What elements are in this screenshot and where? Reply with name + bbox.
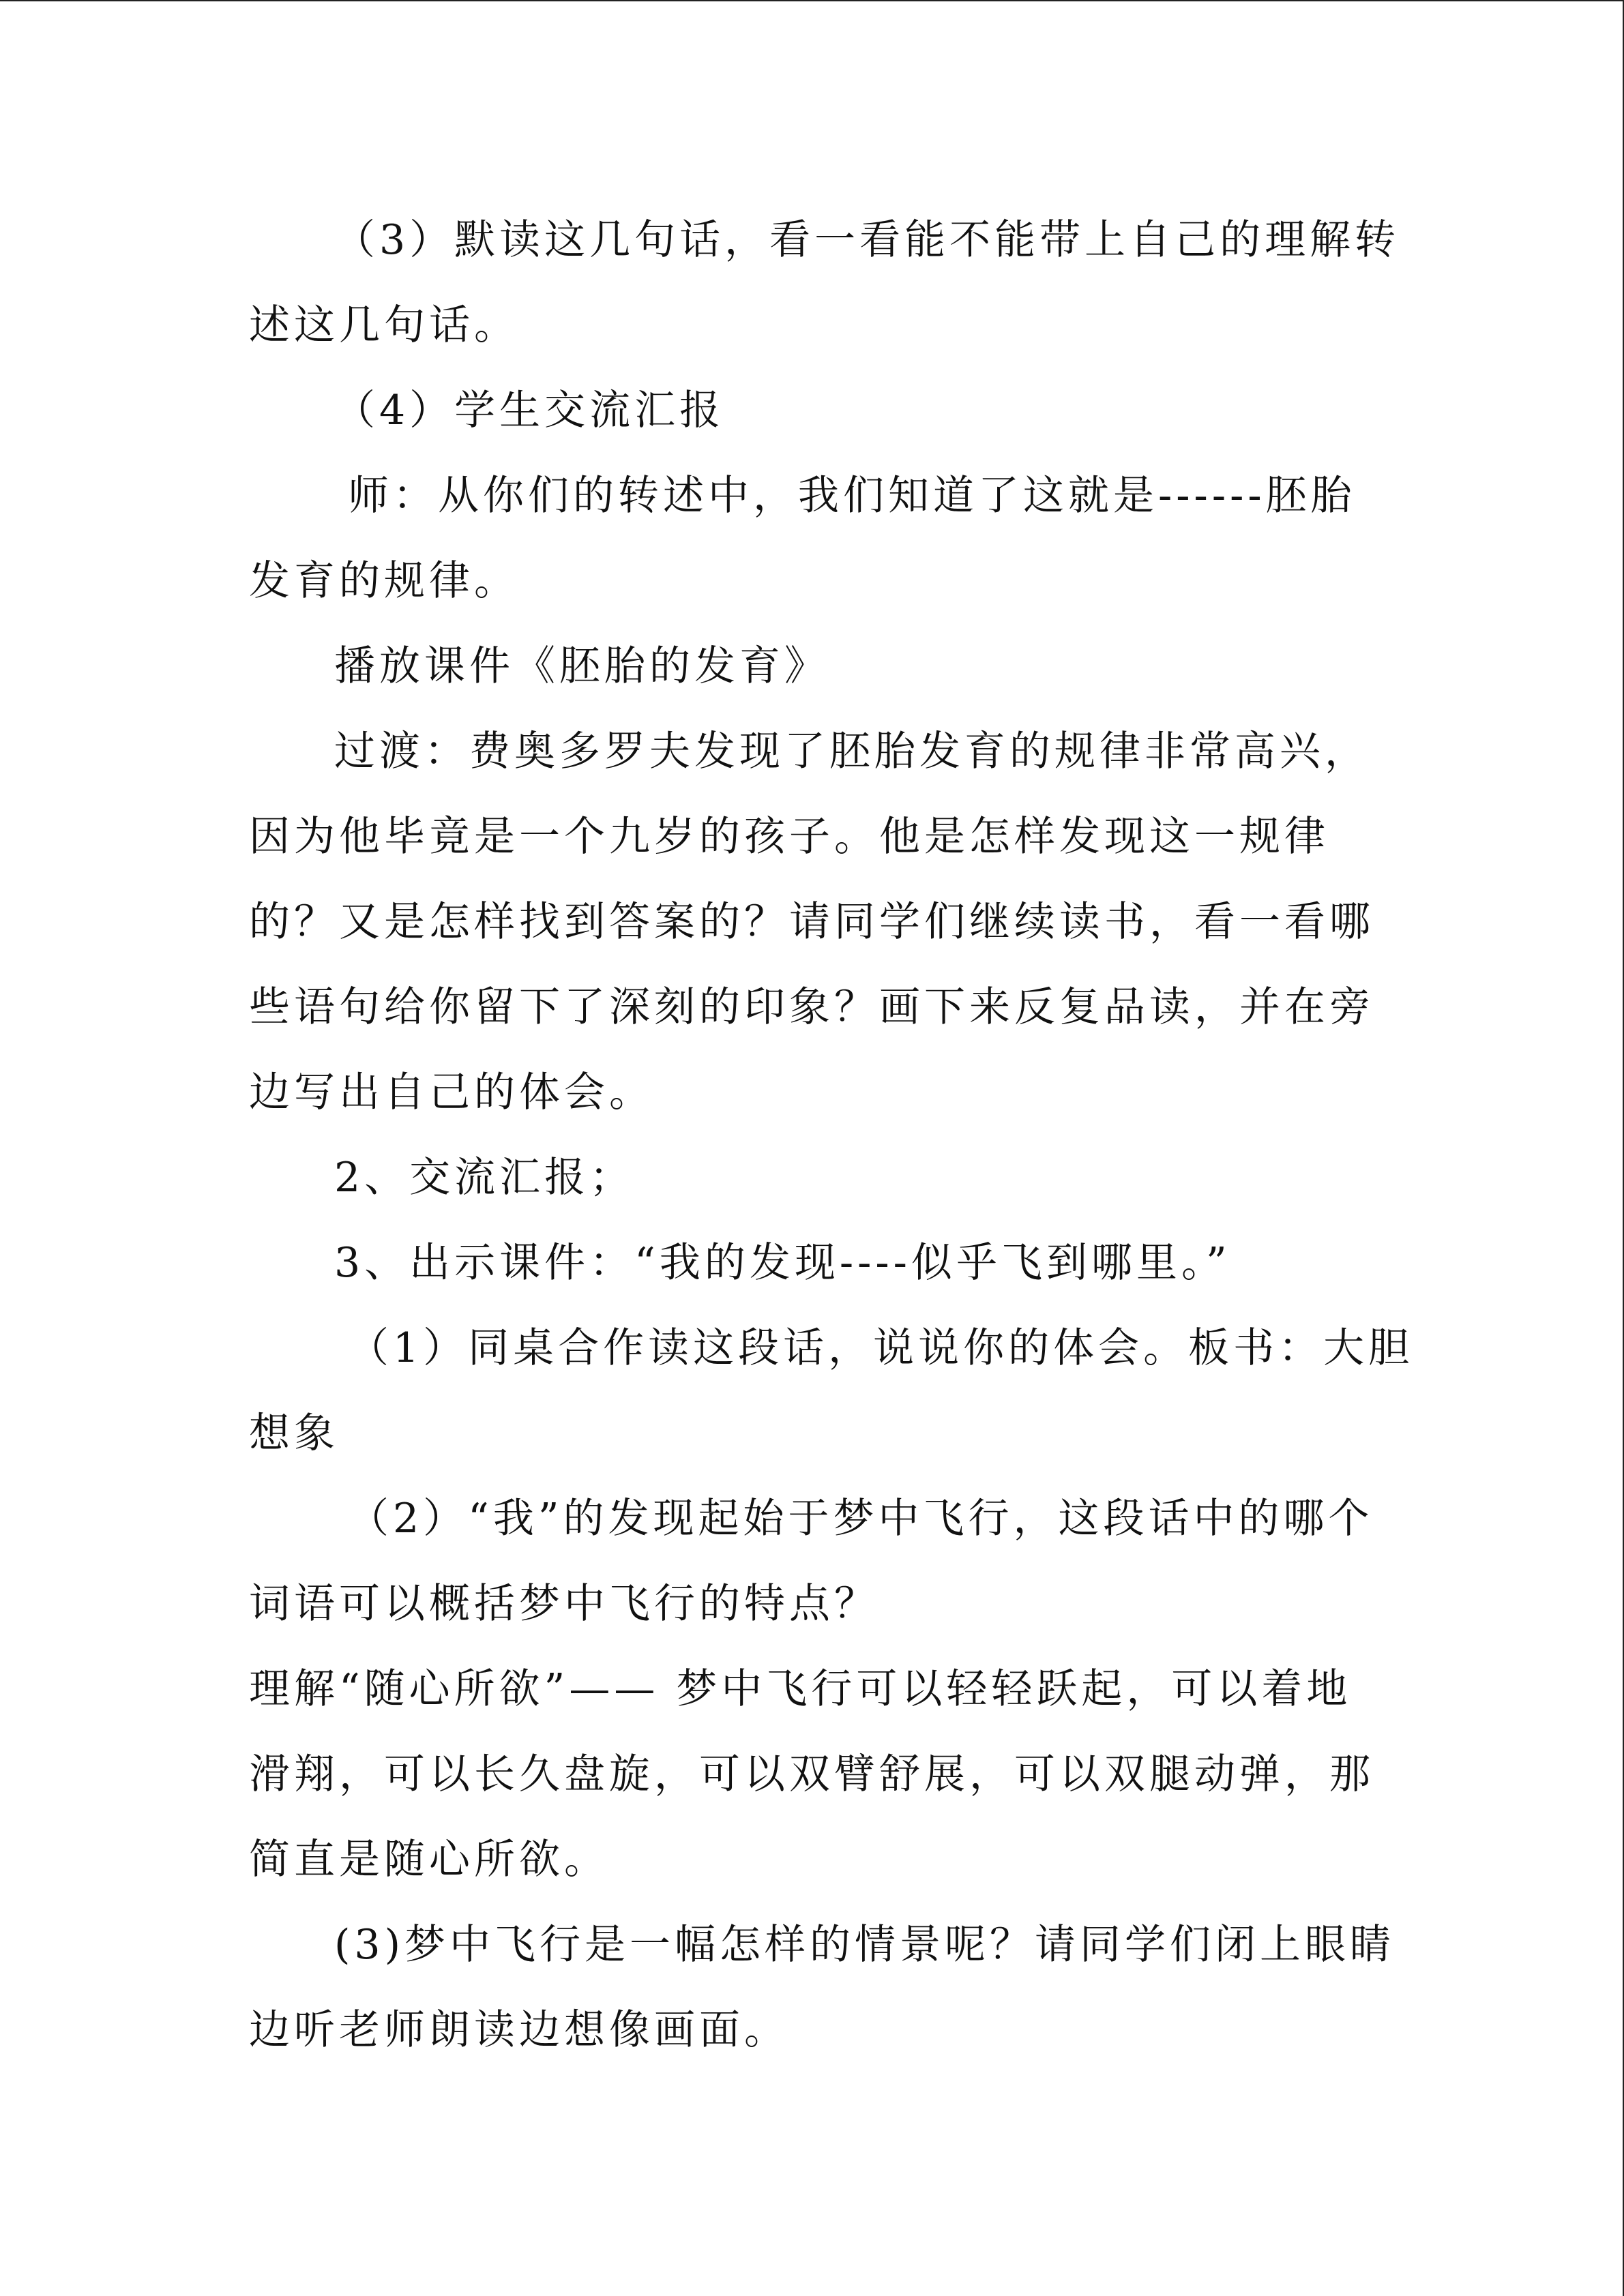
text-line: （1）同桌合作读这段话，说说你的体会。板书：大胆 [348, 1324, 1414, 1372]
text-line: （3）默读这几句话，看一看能不能带上自己的理解转 [334, 216, 1400, 264]
text-line: 边写出自己的体会。 [249, 1069, 654, 1116]
text-line: 发育的规律。 [249, 557, 519, 605]
text-line: 词语可以概括梦中飞行的特点？ [249, 1580, 879, 1628]
text-line: 滑翔，可以长久盘旋，可以双臂舒展，可以双腿动弹，那 [249, 1750, 1374, 1798]
text-line: 播放课件《胚胎的发育》 [334, 642, 829, 690]
text-line: 2、交流汇报； [334, 1154, 635, 1202]
text-line: 的？又是怎样找到答案的？请同学们继续读书，看一看哪 [249, 898, 1374, 946]
text-line: 述这几句话。 [249, 301, 519, 349]
text-line: 简直是随心所欲。 [249, 1836, 609, 1883]
text-line: 些语句给你留下了深刻的印象？画下来反复品读，并在旁 [249, 983, 1374, 1031]
text-line: （4）学生交流汇报 [334, 387, 725, 434]
text-line: 师：从你们的转述中，我们知道了这就是------胚胎 [348, 472, 1356, 520]
text-line: 边听老师朗读边想像画面。 [249, 2006, 789, 2054]
text-line: 3、出示课件：“我的发现----似乎飞到哪里。” [334, 1239, 1231, 1287]
text-line: 理解“随心所欲”—— 梦中飞行可以轻轻跃起，可以着地 [249, 1665, 1352, 1713]
text-line: 想象 [249, 1410, 339, 1457]
text-line: (3)梦中飞行是一幅怎样的情景呢？请同学们闭上眼睛 [334, 1921, 1395, 1969]
text-line: 过渡：费奥多罗夫发现了胚胎发育的规律非常高兴， [334, 728, 1370, 775]
text-line: 因为他毕竟是一个九岁的孩子。他是怎样发现这一规律 [249, 813, 1329, 861]
text-line: （2）“我”的发现起始于梦中飞行，这段话中的哪个 [348, 1495, 1374, 1542]
